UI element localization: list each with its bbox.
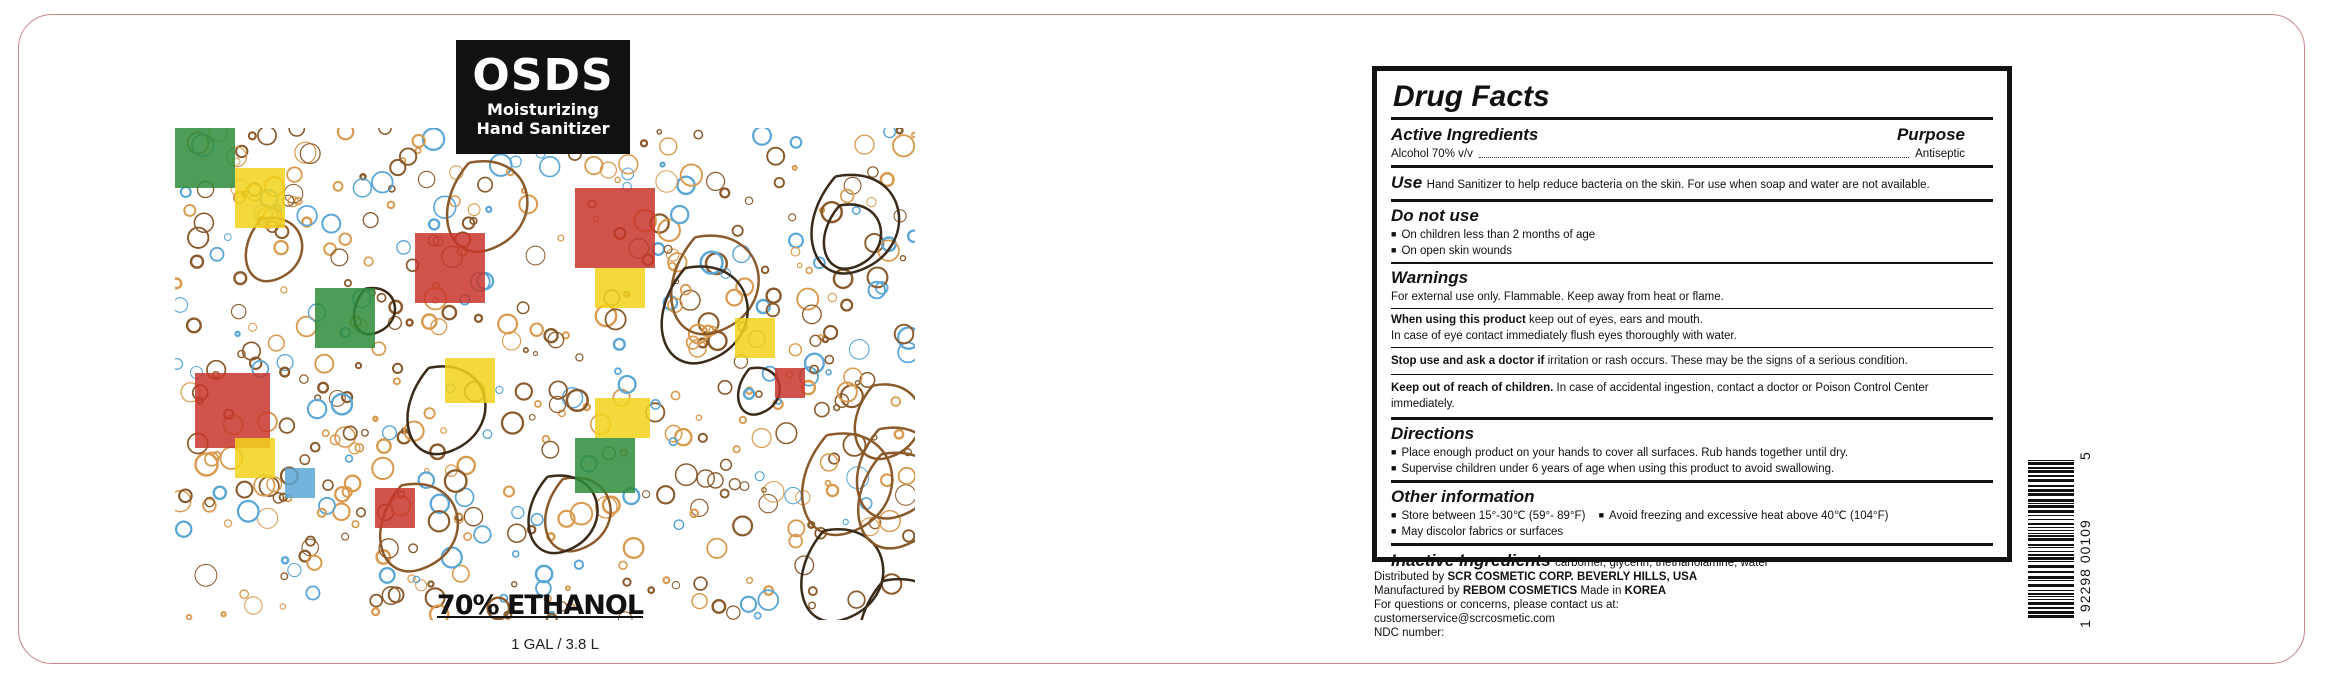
use-heading: Use	[1391, 173, 1423, 192]
distributor-info	[1374, 570, 1697, 640]
stop-use-bold: Stop use and ask a doctor if	[1391, 355, 1545, 367]
mfg-mid: Made in	[1577, 585, 1625, 597]
directions-item: ■ Supervise children under 6 years of age when using this product to avoid swallowing.	[1391, 461, 1993, 477]
do-not-use-item: ■ On open skin wounds	[1391, 243, 1993, 259]
inactive-text: carbomer, glycerin, triethanolamine, water	[1555, 557, 1769, 569]
contact-email[interactable]: customerservice@scrcosmetic.com	[1374, 613, 1556, 625]
brand-subtitle-2: Hand Sanitizer	[476, 119, 610, 138]
brand-subtitle-1: Moisturizing	[487, 100, 599, 119]
warnings-section	[1391, 264, 1993, 308]
active-heading: Active Ingredients	[1391, 125, 1539, 144]
when-using-text-2: In case of eye contact immediately flush eyes thoroughly with water.	[1391, 330, 1737, 342]
barcode	[2028, 448, 2098, 632]
drug-facts-panel	[1372, 66, 2012, 570]
stop-use-section	[1391, 348, 1993, 374]
purpose-value: Antiseptic	[1915, 148, 1965, 160]
drug-facts-title: Drug Facts	[1393, 80, 1550, 113]
mfg-name: REBOM COSMETICS	[1462, 585, 1578, 597]
when-using-section	[1391, 309, 1993, 347]
stop-use-text: irritation or rash occurs. These may be the signs of a serious condition.	[1544, 355, 1908, 367]
brand-box	[456, 40, 630, 154]
do-not-use-item: ■ On children less than 2 months of age	[1391, 227, 1993, 243]
active-ingredients-section	[1391, 120, 1993, 165]
strength-label: 70% ETHANOL	[436, 590, 644, 621]
warnings-heading: Warnings	[1391, 268, 1469, 287]
use-text: Hand Sanitizer to help reduce bacteria on the skin. For use when soap and water are not available.	[1426, 179, 1930, 191]
other-info-item: ■ May discolor fabrics or surfaces	[1391, 524, 1993, 540]
other-info-section	[1391, 483, 1993, 543]
when-using-text: keep out of eyes, ears and mouth.	[1525, 314, 1703, 326]
warnings-text: For external use only. Flammable. Keep away from heat or flame.	[1391, 291, 1724, 303]
paisley-pattern	[175, 128, 915, 620]
other-info-item: ■ Avoid freezing and excessive heat above 40℃ (104°F)	[1599, 510, 1889, 522]
directions-heading: Directions	[1391, 424, 1475, 443]
other-info-item: ■ Store between 15°-30℃ (59°- 89°F)	[1391, 510, 1585, 522]
directions-item: ■ Place enough product on your hands to cover all surfaces. Rub hands together until dry.	[1391, 445, 1993, 461]
keep-out-bold: Keep out of reach of children.	[1391, 382, 1554, 394]
dist-prefix: Distributed by	[1374, 571, 1448, 583]
questions-text: For questions or concerns, please contact us at:	[1374, 599, 1619, 611]
barcode-first-digit: 1	[2077, 620, 2093, 628]
when-using-bold: When using this product	[1391, 314, 1526, 326]
do-not-use-heading: Do not use	[1391, 206, 1479, 225]
active-ingredient: Alcohol 70% v/v	[1391, 148, 1473, 160]
keep-out-text: In case of accidental ingestion, contact a doctor or Poison Control Center immediately.	[1391, 382, 1929, 410]
mfg-prefix: Manufactured by	[1374, 585, 1463, 597]
barcode-digits: 92298 00109	[2077, 519, 2093, 612]
inactive-heading: Inactive Ingredients	[1391, 551, 1551, 570]
mfg-country: KOREA	[1624, 585, 1667, 597]
keep-out-section	[1391, 375, 1993, 417]
do-not-use-section	[1391, 202, 1993, 262]
use-section	[1391, 168, 1993, 199]
barcode-last-digit: 5	[2077, 452, 2093, 460]
volume-label: 1 GAL / 3.8 L	[511, 636, 599, 653]
other-info-heading: Other information	[1391, 487, 1535, 506]
ndc-number: NDC number:	[1374, 627, 1445, 639]
purpose-heading: Purpose	[1896, 125, 1965, 144]
dist-name: SCR COSMETIC CORP. BEVERLY HILLS, USA	[1447, 571, 1698, 583]
brand-name: OSDS	[472, 50, 614, 101]
directions-section	[1391, 420, 1993, 480]
